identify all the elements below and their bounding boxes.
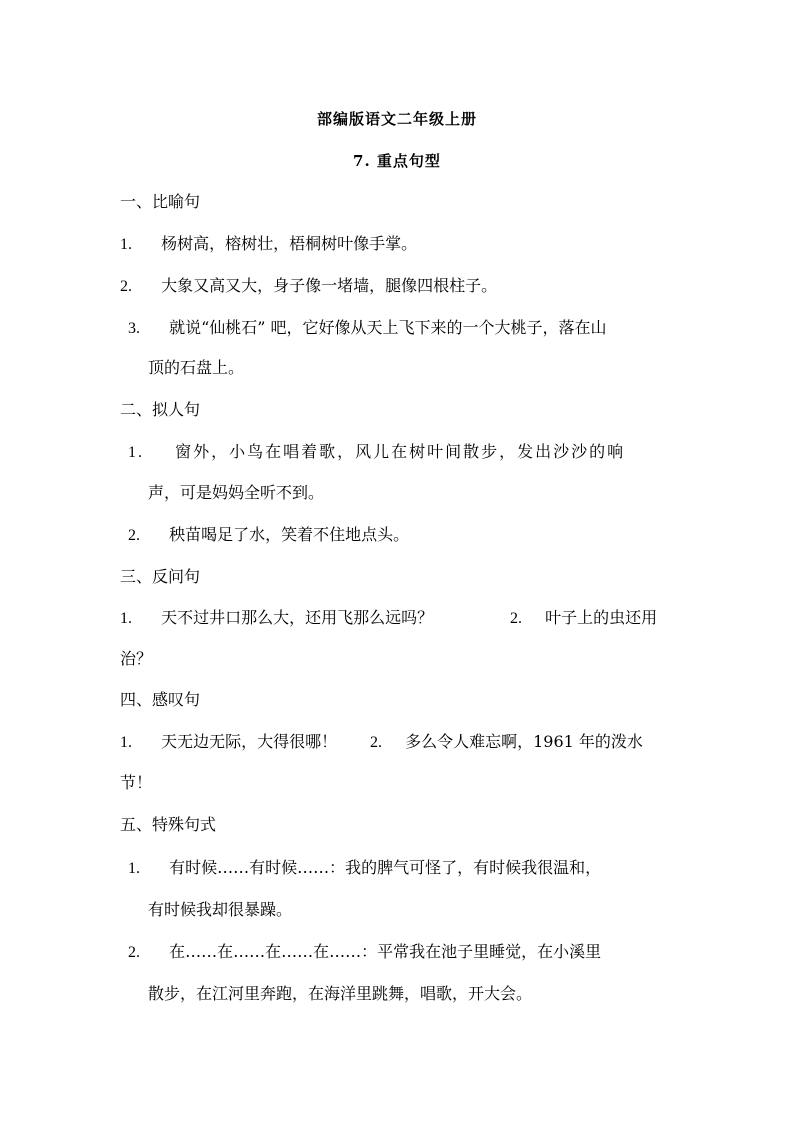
item-text: 多么令人难忘啊，1961 年的泼水	[405, 732, 643, 751]
item-number: 3.	[128, 320, 140, 337]
item-number: 2.	[510, 610, 522, 627]
item-text: 秧苗喝足了水，笑着不住地点头。	[169, 525, 410, 544]
item-number: 2.	[370, 734, 382, 751]
item-text: 有时候……有时候……：我的脾气可怪了，有时候我很温和，	[169, 858, 602, 877]
item-text: 在……在……在……在……：平常我在池子里睡觉，在小溪里	[169, 942, 602, 961]
item-text: 叶子上的虫还用	[545, 608, 658, 627]
list-item	[120, 233, 417, 256]
item-text-continuation: 节！	[120, 773, 153, 792]
item-number: 2.	[128, 944, 140, 961]
item-text-continuation: 治？	[120, 649, 153, 668]
item-text: 天无边无际，大得很哪！	[161, 732, 338, 751]
list-item	[370, 731, 643, 754]
list-item	[128, 857, 601, 880]
item-text: 大象又高又大，身子像一堵墙，腿像四根柱子。	[161, 276, 498, 295]
document-subtitle: 7. 重点句型	[353, 152, 441, 170]
item-text: 就说“仙桃石” 吧，它好像从天上飞下来的一个大桃子，落在山	[169, 318, 607, 337]
item-text: 杨树高，榕树壮，梧桐树叶像手掌。	[161, 234, 418, 253]
item-number: 1.	[128, 444, 144, 461]
section-heading-metaphor: 一、比喻句	[120, 192, 201, 211]
item-text-continuation: 有时候我却很暴躁。	[148, 900, 293, 919]
list-item	[128, 524, 409, 547]
item-text: 窗外，小鸟在唱着歌，风儿在树叶间散步，发出沙沙的响	[175, 442, 626, 461]
section-heading-exclamation: 四、感叹句	[120, 690, 201, 709]
item-text-continuation: 散步，在江河里奔跑，在海洋里跳舞，唱歌，开大会。	[148, 984, 533, 1003]
list-item	[120, 731, 337, 754]
item-text-continuation: 声，可是妈妈全听不到。	[148, 483, 325, 502]
item-number: 2.	[120, 278, 132, 295]
list-item	[510, 607, 657, 630]
section-heading-rhetorical-question: 三、反问句	[120, 567, 201, 586]
list-item	[120, 275, 497, 298]
list-item	[128, 317, 607, 340]
list-item	[120, 607, 433, 630]
item-number: 1.	[120, 236, 132, 253]
document-title: 部编版语文二年级上册	[316, 110, 477, 128]
item-number: 1.	[128, 860, 140, 877]
list-item	[128, 941, 601, 964]
item-number: 1.	[120, 734, 132, 751]
item-number: 1.	[120, 610, 132, 627]
item-number: 2.	[128, 527, 140, 544]
list-item	[128, 441, 625, 464]
section-heading-personification: 二、拟人句	[120, 400, 201, 419]
item-text: 天不过井口那么大，还用飞那么远吗？	[161, 608, 434, 627]
item-text-continuation: 顶的石盘上。	[148, 358, 245, 377]
section-heading-special-patterns: 五、特殊句式	[120, 815, 217, 834]
